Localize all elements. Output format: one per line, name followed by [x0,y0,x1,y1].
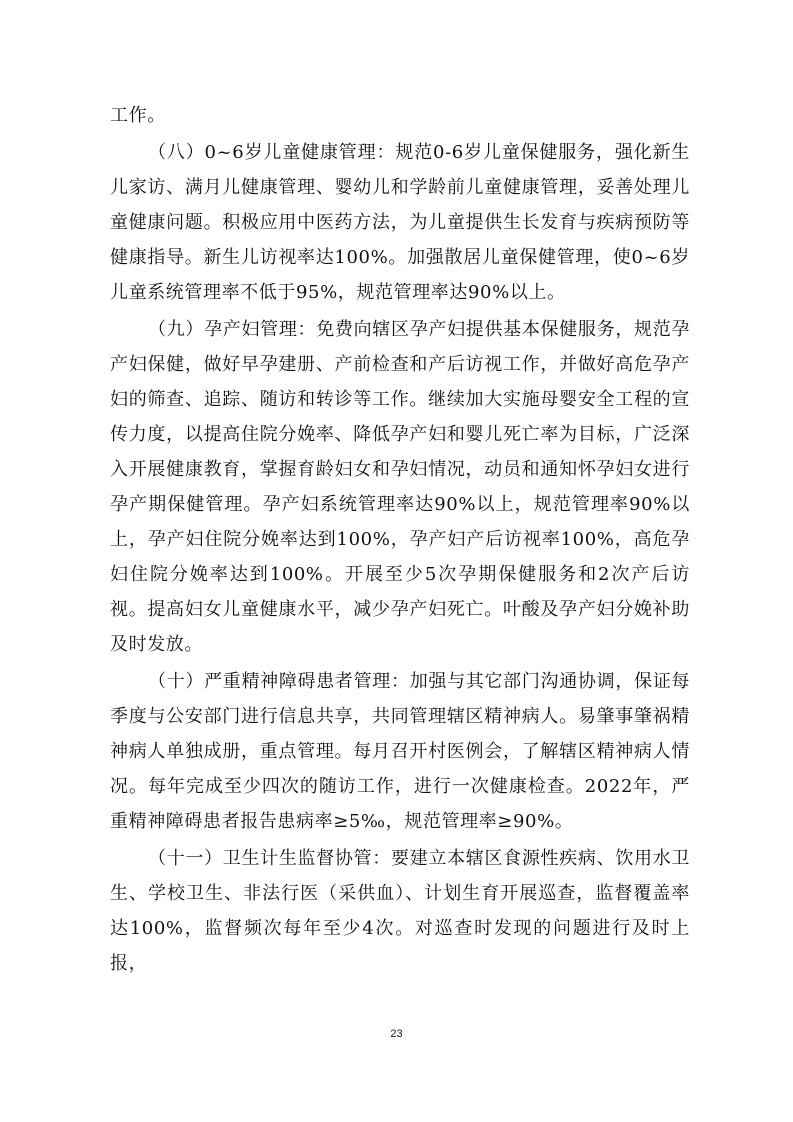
paragraph-health-supervision: （十一）卫生计生监督协管：要建立本辖区食源性疾病、饮用水卫生、学校卫生、非法行医（采供血）、计划生育开展巡查，监督覆盖率达100%，监督频次每年至少4次。对巡查时发现的问题进行及时上报， [110,848,690,974]
paragraph-maternal-management: （九）孕产妇管理：免费向辖区孕产妇提供基本保健服务，规范孕产妇保健，做好早孕建册、产前检查和产后访视工作，并做好高危孕产妇的筛查、追踪、随访和转诊等工作。继续加大实施母婴安全工程的宣传力度，以提高住院分娩率、降低孕产妇和婴儿死亡率为目标，广泛深入开展健康教育，掌握育龄妇女和孕妇情况，动员和通知怀孕妇女进行孕产期保健管理。孕产妇系统管理率达90%以上，规范管理率90%以上，孕产妇住院分娩率达到100%，孕产妇产后访视率100%，高危孕妇住院分娩率达到100%。开展至少5次孕期保健服务和2次产后访视。提高妇女儿童健康水平，减少孕产妇死亡。叶酸及孕产妇分娩补助及时发放。 [110,319,690,655]
paragraph-continuation: 工作。 [110,105,166,126]
paragraph-mental-disorder-management: （十）严重精神障碍患者管理：加强与其它部门沟通协调，保证每季度与公安部门进行信息共享，共同管理辖区精神病人。易肇事肇祸精神病人单独成册，重点管理。每月召开村医例会，了解辖区精神病人情况。每年完成至少四次的随访工作，进行一次健康检查。2022年，严重精神障碍患者报告患病率≥5‰，规范管理率≥90%。 [110,671,690,832]
body-text [110,98,690,983]
paragraph-child-health: （八）0~6岁儿童健康管理：规范0-6岁儿童保健服务，强化新生儿家访、满月儿健康管理、婴幼儿和学龄前儿童健康管理，妥善处理儿童健康问题。积极应用中医药方法，为儿童提供生长发育与疾病预防等健康指导。新生儿访视率达100%。加强散居儿童保健管理，使0~6岁儿童系统管理率不低于95%，规范管理率达90%以上。 [110,142,690,303]
page-number: 23 [390,1028,403,1040]
